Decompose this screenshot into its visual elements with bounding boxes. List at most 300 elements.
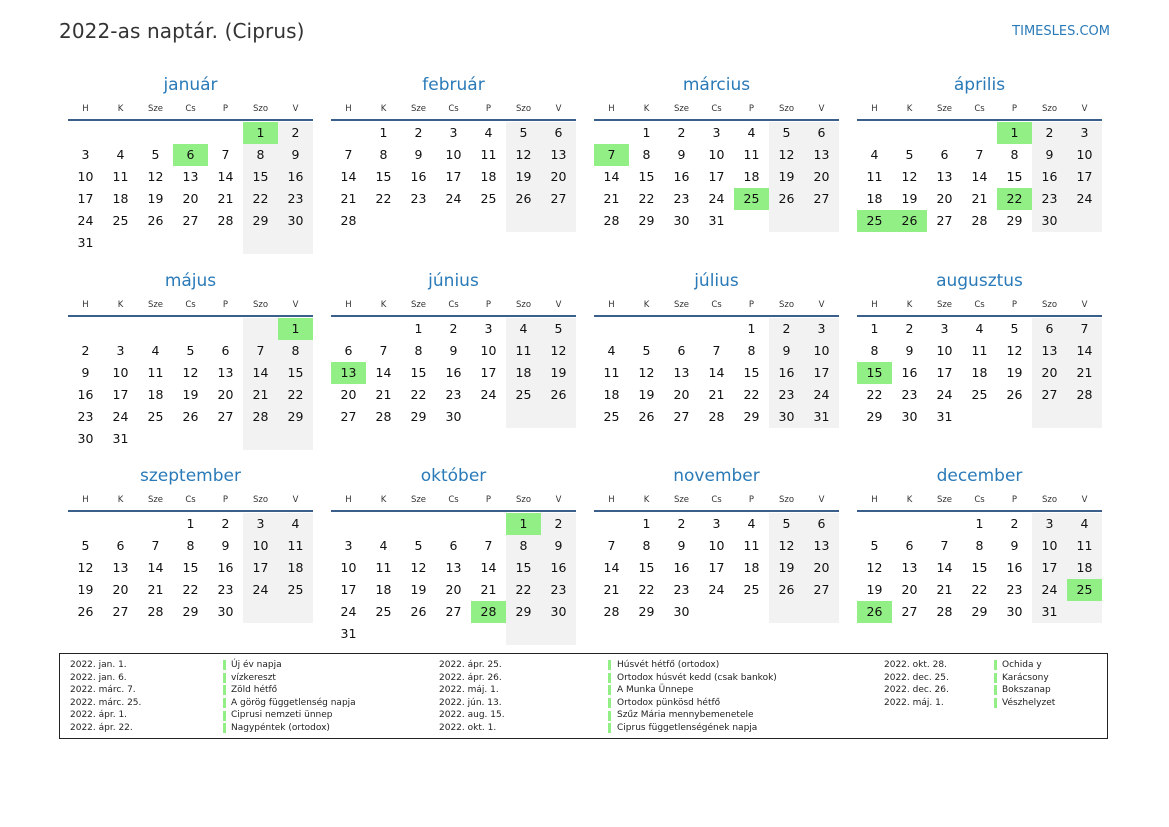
- day-cell: 2: [221, 516, 230, 531]
- day-cell: 24: [340, 604, 357, 619]
- day-cell: 1: [747, 320, 756, 336]
- day-cell: 3: [712, 125, 721, 140]
- weekday-header: P: [748, 495, 755, 505]
- weekday-header: Szo: [252, 299, 269, 310]
- day-cell: 6: [173, 144, 208, 166]
- day-cell: 23: [673, 191, 690, 206]
- day-cell: 11: [743, 538, 760, 553]
- day-cell: 11: [375, 560, 392, 575]
- day-cell: 9: [905, 342, 914, 358]
- day-cell: 7: [151, 538, 160, 553]
- day-cell: 22: [743, 386, 760, 402]
- day-cell: 15: [743, 364, 760, 380]
- empty-day-cell: [471, 210, 506, 232]
- month-divider: [68, 510, 313, 512]
- day-cell: 25: [1067, 579, 1102, 601]
- month-calendar: [331, 74, 576, 270]
- day-cell: 6: [804, 513, 839, 535]
- day-cell: 20: [1032, 362, 1067, 384]
- day-cell: 14: [147, 560, 164, 575]
- legend-holiday-name: Zöld hétfő: [231, 685, 278, 696]
- empty-day-cell: [138, 428, 173, 450]
- day-cell: 15: [278, 362, 313, 384]
- day-cell: 9: [677, 538, 686, 553]
- day-cell: 27: [901, 604, 918, 619]
- day-cell: 30: [541, 601, 576, 623]
- weekday-header: Cs: [185, 299, 196, 310]
- empty-day-cell: [734, 210, 769, 232]
- day-cell: 12: [147, 169, 164, 184]
- weekday-header: V: [818, 299, 825, 310]
- empty-day-cell: [471, 513, 506, 535]
- day-cell: 8: [278, 340, 313, 362]
- day-cell: 7: [221, 147, 230, 162]
- month-name: július: [694, 270, 739, 291]
- weekday-header: Sze: [147, 495, 164, 505]
- empty-day-cell: [541, 623, 576, 645]
- day-cell: 29: [243, 210, 278, 232]
- day-cell: 16: [541, 557, 576, 579]
- empty-day-cell: [734, 601, 769, 623]
- weekday-header: Cs: [711, 495, 722, 505]
- day-cell: 2: [677, 516, 686, 531]
- day-cell: 26: [77, 604, 94, 619]
- weekday-header: V: [1081, 495, 1088, 505]
- weekday-header: Cs: [185, 104, 196, 114]
- empty-day-cell: [243, 428, 278, 450]
- empty-day-cell: [699, 318, 734, 340]
- weekday-header: Szo: [1041, 495, 1058, 505]
- days-grid: [331, 318, 576, 428]
- day-cell: 16: [769, 362, 804, 384]
- day-cell: 15: [243, 166, 278, 188]
- empty-day-cell: [208, 232, 243, 254]
- day-cell: 1: [642, 516, 651, 531]
- day-cell: 11: [480, 147, 497, 162]
- day-cell: 28: [603, 213, 620, 228]
- weekday-header: K: [117, 299, 124, 310]
- day-cell: 9: [278, 144, 313, 166]
- weekday-header: Sze: [410, 495, 427, 505]
- day-cell: 27: [445, 604, 462, 619]
- legend-item: [60, 672, 1107, 685]
- day-cell: 16: [445, 364, 462, 380]
- day-cell: 30: [1006, 604, 1023, 619]
- day-cell: 28: [243, 406, 278, 428]
- empty-day-cell: [366, 623, 401, 645]
- legend-date: 2022. ápr. 25.: [439, 660, 502, 670]
- empty-day-cell: [401, 623, 436, 645]
- day-cell: 6: [905, 538, 914, 553]
- legend-holiday-name: Húsvét hétfő (ortodox): [617, 660, 720, 670]
- weekday-header: V: [555, 299, 562, 310]
- day-cell: 14: [1067, 340, 1102, 362]
- empty-day-cell: [331, 513, 366, 535]
- day-cell: 21: [1067, 362, 1102, 384]
- day-cell: 25: [375, 604, 392, 619]
- day-cell: 27: [340, 408, 357, 424]
- day-cell: 4: [379, 538, 388, 553]
- day-cell: 28: [971, 213, 988, 228]
- day-cell: 18: [480, 169, 497, 184]
- empty-day-cell: [68, 318, 103, 340]
- day-cell: 14: [971, 169, 988, 184]
- weekday-header: Cs: [448, 495, 459, 505]
- holiday-marker: [994, 673, 997, 683]
- day-cell: 3: [116, 342, 125, 358]
- day-cell: 10: [708, 147, 725, 162]
- weekday-header: H: [871, 495, 878, 505]
- month-calendar: [857, 74, 1102, 270]
- empty-day-cell: [1067, 601, 1102, 623]
- day-cell: 25: [147, 408, 164, 424]
- day-cell: 25: [857, 210, 892, 232]
- day-cell: 24: [77, 213, 94, 228]
- empty-day-cell: [138, 122, 173, 144]
- day-cell: 10: [480, 342, 497, 358]
- day-cell: 21: [603, 191, 620, 206]
- day-cell: 21: [480, 582, 497, 597]
- legend-holiday-name: Bokszanap: [1002, 685, 1051, 696]
- weekday-header: Sze: [673, 495, 690, 505]
- legend-holiday-name: Ciprusi nemzeti ünnep: [231, 710, 333, 721]
- day-cell: 19: [182, 386, 199, 402]
- month-divider: [331, 510, 576, 512]
- empty-day-cell: [208, 122, 243, 144]
- day-cell: 14: [603, 560, 620, 575]
- weekday-header: Sze: [936, 495, 953, 505]
- empty-day-cell: [103, 122, 138, 144]
- day-cell: 26: [769, 579, 804, 601]
- empty-day-cell: [506, 210, 541, 232]
- day-cell: 3: [484, 320, 493, 336]
- day-cell: 2: [769, 318, 804, 340]
- weekday-header-row: [68, 102, 313, 116]
- day-cell: 20: [804, 557, 839, 579]
- weekday-header: V: [818, 104, 825, 114]
- day-cell: 7: [484, 538, 493, 553]
- day-cell: 28: [147, 604, 164, 619]
- month-divider: [594, 510, 839, 512]
- legend-item: [60, 659, 1107, 672]
- empty-day-cell: [366, 318, 401, 340]
- day-cell: 16: [901, 364, 918, 380]
- day-cell: 3: [81, 147, 90, 162]
- day-cell: 29: [638, 604, 655, 619]
- day-cell: 25: [112, 213, 129, 228]
- day-cell: 30: [77, 430, 94, 446]
- month-calendar: [594, 465, 839, 661]
- day-cell: 11: [971, 342, 988, 358]
- empty-day-cell: [103, 232, 138, 254]
- day-cell: 18: [603, 386, 620, 402]
- day-cell: 8: [642, 147, 651, 162]
- day-cell: 18: [375, 582, 392, 597]
- day-cell: 24: [445, 191, 462, 206]
- legend-date: 2022. máj. 1.: [884, 697, 944, 708]
- legend-holiday-name: Ortodox pünkösd hétfő: [617, 697, 721, 708]
- day-cell: 19: [866, 582, 883, 597]
- empty-day-cell: [68, 122, 103, 144]
- weekday-header-row: [857, 493, 1102, 507]
- day-cell: 31: [340, 626, 357, 641]
- legend-date: 2022. márc. 25.: [70, 697, 142, 708]
- legend-date: 2022. máj. 1.: [439, 685, 499, 696]
- day-cell: 23: [410, 191, 427, 206]
- day-cell: 3: [1067, 122, 1102, 144]
- day-cell: 27: [541, 188, 576, 210]
- day-cell: 13: [1032, 340, 1067, 362]
- holiday-marker: [608, 723, 611, 733]
- weekday-header: Szo: [1041, 299, 1058, 310]
- empty-day-cell: [594, 318, 629, 340]
- legend-date: 2022. márc. 7.: [70, 685, 136, 696]
- day-cell: 27: [112, 604, 129, 619]
- weekday-header: Sze: [936, 104, 953, 114]
- day-cell: 30: [445, 408, 462, 424]
- day-cell: 23: [1032, 188, 1067, 210]
- day-cell: 12: [769, 144, 804, 166]
- day-cell: 15: [182, 560, 199, 575]
- empty-day-cell: [927, 513, 962, 535]
- empty-day-cell: [892, 513, 927, 535]
- day-cell: 29: [182, 604, 199, 619]
- day-cell: 11: [278, 535, 313, 557]
- day-cell: 13: [936, 169, 953, 184]
- day-cell: 20: [340, 386, 357, 402]
- empty-day-cell: [927, 122, 962, 144]
- day-cell: 27: [182, 213, 199, 228]
- day-cell: 29: [743, 408, 760, 424]
- legend-date: 2022. aug. 15.: [439, 710, 505, 721]
- day-cell: 9: [769, 340, 804, 362]
- day-cell: 2: [1032, 122, 1067, 144]
- empty-day-cell: [1067, 406, 1102, 428]
- empty-day-cell: [243, 601, 278, 623]
- holiday-marker: [994, 698, 997, 708]
- weekday-header: Sze: [936, 299, 953, 310]
- day-cell: 16: [673, 169, 690, 184]
- day-cell: 1: [642, 125, 651, 140]
- day-cell: 17: [77, 191, 94, 206]
- empty-day-cell: [769, 601, 804, 623]
- day-cell: 22: [866, 386, 883, 402]
- holiday-marker: [994, 660, 997, 670]
- day-cell: 25: [734, 188, 769, 210]
- day-cell: 21: [340, 191, 357, 206]
- day-cell: 18: [971, 364, 988, 380]
- day-cell: 13: [331, 362, 366, 384]
- day-cell: 22: [997, 188, 1032, 210]
- weekday-header: Szo: [515, 299, 532, 310]
- day-cell: 6: [940, 147, 949, 162]
- day-cell: 2: [1010, 516, 1019, 531]
- weekday-header: Szo: [778, 104, 795, 114]
- day-cell: 31: [77, 235, 94, 250]
- legend-date: 2022. okt. 28.: [884, 660, 947, 670]
- weekday-header: H: [871, 104, 878, 114]
- empty-day-cell: [997, 406, 1032, 428]
- legend-item: [60, 684, 1107, 697]
- day-cell: 16: [1006, 560, 1023, 575]
- weekday-header: Szo: [778, 495, 795, 505]
- day-cell: 8: [186, 538, 195, 553]
- empty-day-cell: [664, 318, 699, 340]
- legend-holiday-name: A Munka Ünnepe: [617, 685, 694, 696]
- legend-holiday-name: Szűz Mária mennybemenetele: [617, 710, 754, 721]
- day-cell: 22: [375, 191, 392, 206]
- weekday-header: H: [608, 104, 615, 114]
- day-cell: 23: [901, 386, 918, 402]
- day-cell: 3: [449, 125, 458, 140]
- day-cell: 26: [892, 210, 927, 232]
- day-cell: 2: [677, 125, 686, 140]
- weekday-header: P: [485, 104, 492, 114]
- day-cell: 9: [81, 364, 90, 380]
- day-cell: 19: [410, 582, 427, 597]
- weekday-header: K: [906, 104, 913, 114]
- day-cell: 12: [182, 364, 199, 380]
- day-cell: 7: [379, 342, 388, 358]
- weekday-header: V: [292, 495, 299, 505]
- day-cell: 24: [708, 191, 725, 206]
- month-name: szeptember: [140, 466, 241, 486]
- empty-day-cell: [541, 406, 576, 428]
- day-cell: 9: [1032, 144, 1067, 166]
- legend-item: [60, 722, 1107, 735]
- day-cell: 27: [804, 188, 839, 210]
- day-cell: 15: [1006, 169, 1023, 184]
- day-cell: 10: [77, 169, 94, 184]
- days-grid: [594, 318, 839, 428]
- day-cell: 4: [484, 125, 493, 140]
- day-cell: 12: [1006, 342, 1023, 358]
- day-cell: 1: [997, 122, 1032, 144]
- day-cell: 10: [804, 340, 839, 362]
- legend-date: 2022. jún. 13.: [439, 697, 502, 708]
- weekday-header: H: [82, 104, 89, 114]
- day-cell: 29: [278, 406, 313, 428]
- month-name: február: [422, 75, 485, 95]
- weekday-header: K: [380, 299, 387, 310]
- weekday-header: P: [1011, 299, 1018, 310]
- day-cell: 12: [638, 364, 655, 380]
- day-cell: 6: [344, 342, 353, 358]
- day-cell: 11: [603, 364, 620, 380]
- day-cell: 19: [541, 362, 576, 384]
- day-cell: 17: [1067, 166, 1102, 188]
- weekday-header-row: [594, 102, 839, 116]
- weekday-header: Cs: [974, 299, 985, 310]
- day-cell: 14: [340, 169, 357, 184]
- empty-day-cell: [173, 428, 208, 450]
- weekday-header: V: [1081, 104, 1088, 114]
- day-cell: 15: [638, 560, 655, 575]
- day-cell: 2: [81, 342, 90, 358]
- day-cell: 5: [81, 538, 90, 553]
- legend-date: 2022. dec. 26.: [884, 685, 949, 696]
- day-cell: 25: [971, 386, 988, 402]
- day-cell: 8: [1010, 147, 1019, 162]
- empty-day-cell: [804, 210, 839, 232]
- brand-link[interactable]: TIMESLES.COM: [1012, 24, 1110, 39]
- empty-day-cell: [401, 513, 436, 535]
- empty-day-cell: [506, 623, 541, 645]
- legend-holiday-name: Ortodox húsvét kedd (csak bankok): [617, 672, 777, 683]
- empty-day-cell: [1032, 406, 1067, 428]
- day-cell: 20: [936, 191, 953, 206]
- day-cell: 14: [480, 560, 497, 575]
- legend-date: 2022. dec. 25.: [884, 672, 949, 683]
- day-cell: 3: [1032, 513, 1067, 535]
- day-cell: 21: [936, 582, 953, 597]
- day-cell: 27: [804, 579, 839, 601]
- weekday-header: H: [345, 104, 352, 114]
- day-cell: 6: [804, 122, 839, 144]
- weekday-header: K: [380, 495, 387, 505]
- day-cell: 13: [182, 169, 199, 184]
- empty-day-cell: [366, 210, 401, 232]
- day-cell: 26: [541, 384, 576, 406]
- empty-day-cell: [594, 122, 629, 144]
- day-cell: 23: [769, 384, 804, 406]
- day-cell: 8: [414, 342, 423, 358]
- day-cell: 5: [769, 122, 804, 144]
- weekday-header: K: [117, 104, 124, 114]
- day-cell: 10: [1067, 144, 1102, 166]
- day-cell: 10: [340, 560, 357, 575]
- legend-date: 2022. ápr. 1.: [70, 710, 128, 721]
- day-cell: 31: [804, 406, 839, 428]
- day-cell: 14: [375, 364, 392, 380]
- empty-day-cell: [471, 623, 506, 645]
- day-cell: 24: [112, 408, 129, 424]
- empty-day-cell: [962, 406, 997, 428]
- day-cell: 25: [743, 582, 760, 597]
- empty-day-cell: [401, 210, 436, 232]
- weekday-header: Cs: [974, 104, 985, 114]
- day-cell: 4: [607, 342, 616, 358]
- day-cell: 18: [866, 191, 883, 206]
- day-cell: 17: [708, 169, 725, 184]
- day-cell: 1: [975, 516, 984, 531]
- day-cell: 19: [506, 166, 541, 188]
- day-cell: 30: [278, 210, 313, 232]
- day-cell: 17: [936, 364, 953, 380]
- day-cell: 18: [743, 169, 760, 184]
- legend-holiday-name: Ciprus függetlenségének napja: [617, 722, 758, 733]
- holiday-marker: [608, 711, 611, 721]
- weekday-header: P: [222, 495, 229, 505]
- legend-date: 2022. ápr. 26.: [439, 672, 502, 683]
- day-cell: 10: [1032, 535, 1067, 557]
- weekday-header: K: [643, 495, 650, 505]
- day-cell: 20: [673, 386, 690, 402]
- day-cell: 30: [217, 604, 234, 619]
- day-cell: 27: [1032, 384, 1067, 406]
- month-calendar: [68, 465, 313, 661]
- day-cell: 13: [804, 535, 839, 557]
- day-cell: 25: [506, 384, 541, 406]
- day-cell: 15: [638, 169, 655, 184]
- month-calendar: [331, 465, 576, 661]
- day-cell: 23: [77, 408, 94, 424]
- day-cell: 16: [673, 560, 690, 575]
- weekday-header: Szo: [778, 299, 795, 310]
- day-cell: 22: [243, 188, 278, 210]
- weekday-header-row: [331, 102, 576, 116]
- day-cell: 16: [1032, 166, 1067, 188]
